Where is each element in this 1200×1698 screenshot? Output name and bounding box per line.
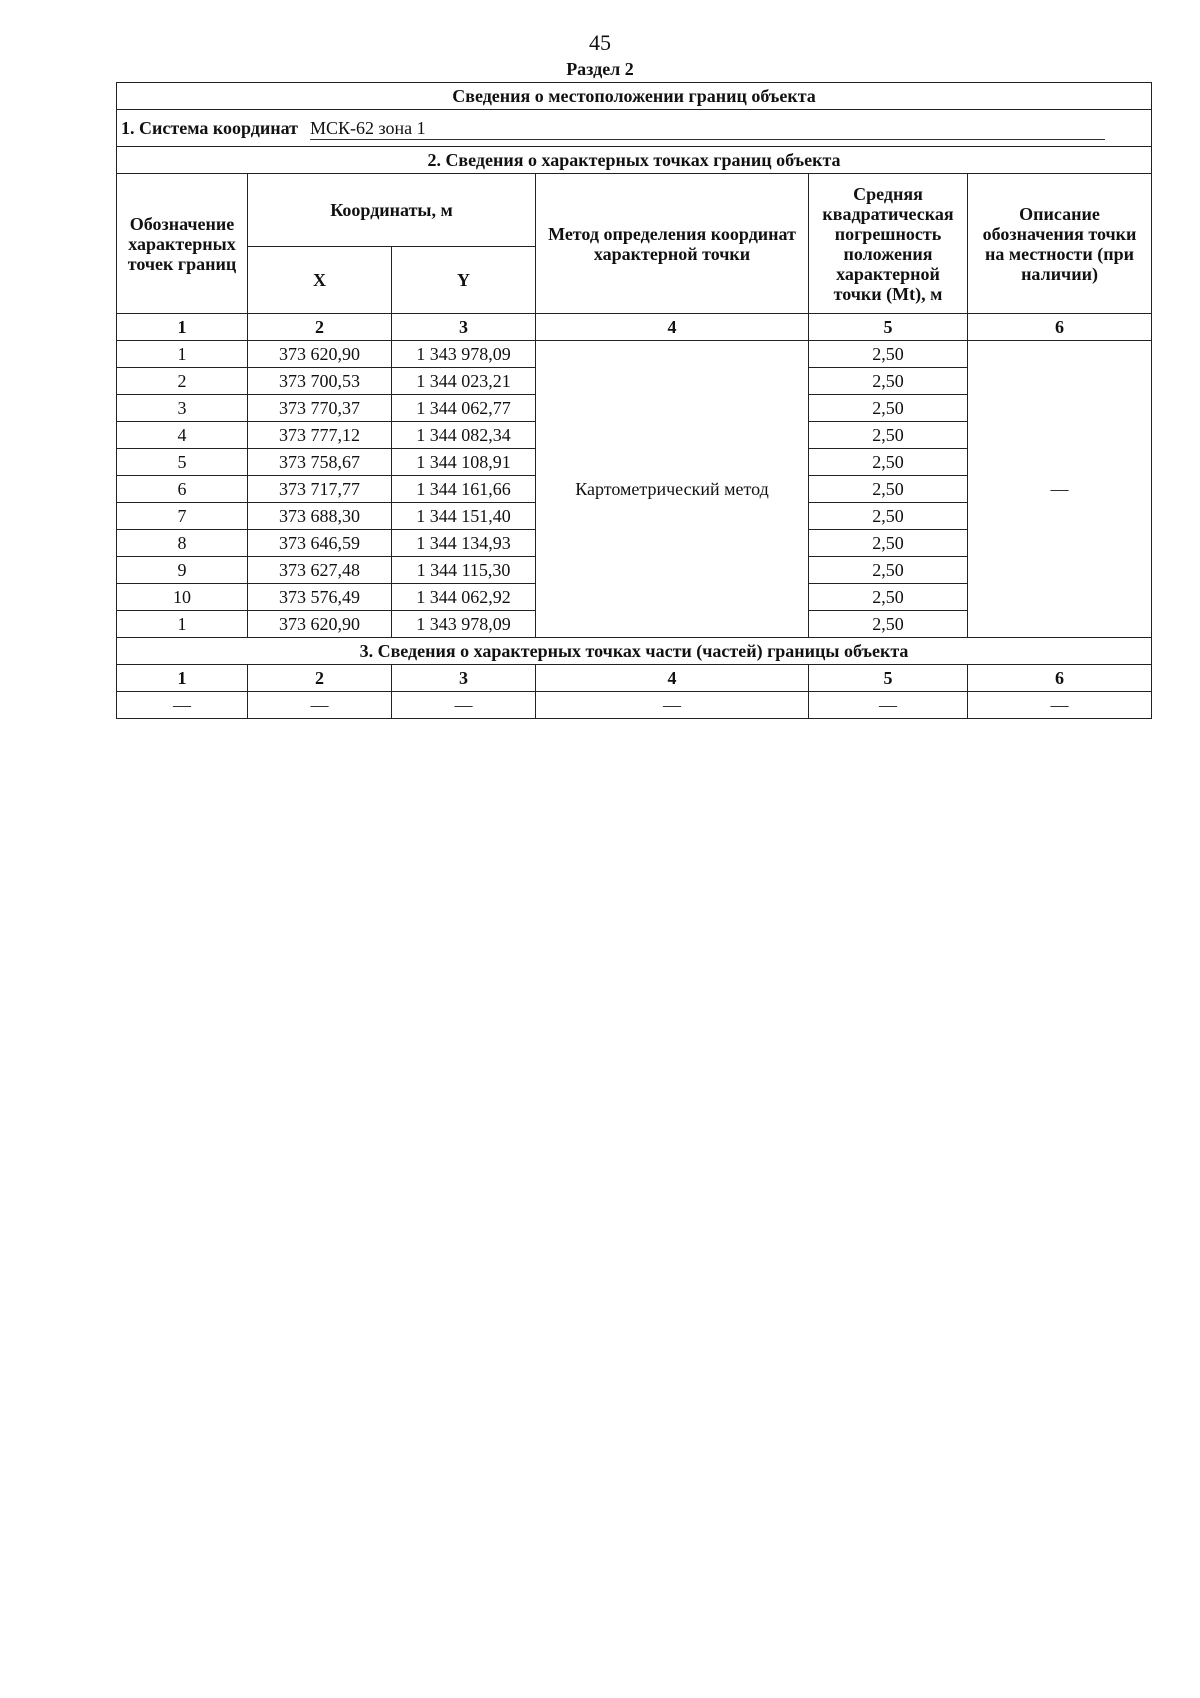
point-x: 373 770,37 xyxy=(248,395,392,422)
column-number: 1 xyxy=(117,314,248,341)
point-y: 1 344 151,40 xyxy=(392,503,536,530)
header-x: X xyxy=(248,247,392,314)
point-number: 4 xyxy=(117,422,248,449)
point-number: 9 xyxy=(117,557,248,584)
point-accuracy: 2,50 xyxy=(809,503,968,530)
column-number: 3 xyxy=(392,665,536,692)
column-number: 4 xyxy=(536,665,809,692)
column-number: 1 xyxy=(117,665,248,692)
column-number: 5 xyxy=(809,665,968,692)
point-y: 1 344 082,34 xyxy=(392,422,536,449)
point-y: 1 344 062,77 xyxy=(392,395,536,422)
column-number: 3 xyxy=(392,314,536,341)
point-number: 7 xyxy=(117,503,248,530)
point-accuracy: 2,50 xyxy=(809,368,968,395)
parts-cell: — xyxy=(809,692,968,719)
parts-cell: — xyxy=(392,692,536,719)
point-y: 1 344 108,91 xyxy=(392,449,536,476)
point-x: 373 576,49 xyxy=(248,584,392,611)
parts-cell: — xyxy=(117,692,248,719)
boundary-table xyxy=(116,82,1152,719)
page-number: 45 xyxy=(589,30,611,55)
point-number: 2 xyxy=(117,368,248,395)
point-accuracy: 2,50 xyxy=(809,449,968,476)
header-designation: Обозначение характерных точек границ xyxy=(117,174,248,314)
point-y: 1 344 062,92 xyxy=(392,584,536,611)
point-x: 373 717,77 xyxy=(248,476,392,503)
point-accuracy: 2,50 xyxy=(809,584,968,611)
point-x: 373 777,12 xyxy=(248,422,392,449)
point-number: 1 xyxy=(117,341,248,368)
point-number: 1 xyxy=(117,611,248,638)
point-x: 373 688,30 xyxy=(248,503,392,530)
point-accuracy: 2,50 xyxy=(809,341,968,368)
table-title: Сведения о местоположении границ объекта xyxy=(117,83,1152,110)
point-accuracy: 2,50 xyxy=(809,476,968,503)
point-x: 373 700,53 xyxy=(248,368,392,395)
point-accuracy: 2,50 xyxy=(809,422,968,449)
point-x: 373 646,59 xyxy=(248,530,392,557)
parts-cell: — xyxy=(248,692,392,719)
header-y: Y xyxy=(392,247,536,314)
point-x: 373 627,48 xyxy=(248,557,392,584)
header-description: Описание обозначения точки на местности (при наличии) xyxy=(968,174,1152,314)
point-number: 3 xyxy=(117,395,248,422)
parts-row xyxy=(117,692,1152,719)
point-y: 1 344 023,21 xyxy=(392,368,536,395)
point-number: 6 xyxy=(117,476,248,503)
table-row xyxy=(117,341,1152,368)
column-number: 5 xyxy=(809,314,968,341)
point-accuracy: 2,50 xyxy=(809,395,968,422)
point-accuracy: 2,50 xyxy=(809,557,968,584)
point-x: 373 620,90 xyxy=(248,341,392,368)
point-y: 1 344 161,66 xyxy=(392,476,536,503)
coordinate-system-value: МСК-62 зона 1 xyxy=(310,117,1105,140)
coordinate-system-row xyxy=(117,110,1152,147)
point-y: 1 344 115,30 xyxy=(392,557,536,584)
header-method: Метод определения координат характерной точки xyxy=(536,174,809,314)
points-section-title: 2. Сведения о характерных точках границ объекта xyxy=(117,147,1152,174)
column-number: 2 xyxy=(248,314,392,341)
point-y: 1 343 978,09 xyxy=(392,341,536,368)
parts-column-number-row xyxy=(117,665,1152,692)
parts-cell: — xyxy=(968,692,1152,719)
point-number: 10 xyxy=(117,584,248,611)
column-number: 6 xyxy=(968,665,1152,692)
section-title: Раздел 2 xyxy=(566,59,634,79)
parts-cell: — xyxy=(536,692,809,719)
coordinate-system-label: 1. Система координат xyxy=(121,117,298,138)
header-accuracy: Средняя квадратическая погрешность положения характерной точки (Mt), м xyxy=(809,174,968,314)
point-number: 8 xyxy=(117,530,248,557)
point-accuracy: 2,50 xyxy=(809,530,968,557)
method-value: Картометрический метод xyxy=(536,341,809,638)
parts-section-title: 3. Сведения о характерных точках части (частей) границы объекта xyxy=(117,638,1152,665)
point-x: 373 758,67 xyxy=(248,449,392,476)
column-number: 6 xyxy=(968,314,1152,341)
point-number: 5 xyxy=(117,449,248,476)
header-coordinates: Координаты, м xyxy=(248,174,536,247)
point-y: 1 343 978,09 xyxy=(392,611,536,638)
point-x: 373 620,90 xyxy=(248,611,392,638)
point-accuracy: 2,50 xyxy=(809,611,968,638)
column-number-row xyxy=(117,314,1152,341)
column-number: 2 xyxy=(248,665,392,692)
column-number: 4 xyxy=(536,314,809,341)
description-value: — xyxy=(968,341,1152,638)
point-y: 1 344 134,93 xyxy=(392,530,536,557)
